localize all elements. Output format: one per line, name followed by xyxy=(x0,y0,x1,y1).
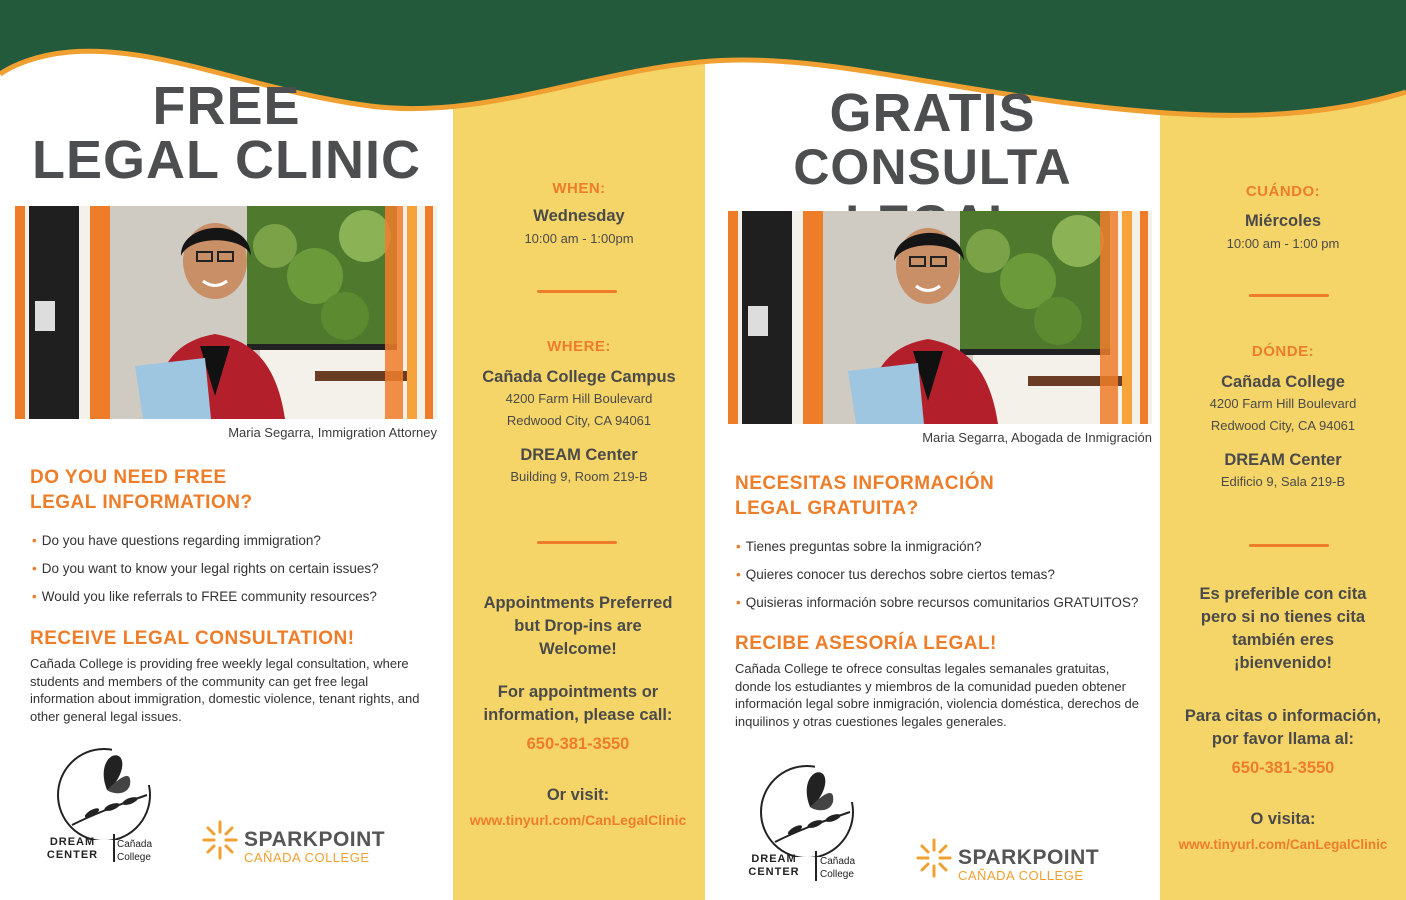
canada-line2: College xyxy=(820,869,854,880)
sparkpoint-logo xyxy=(208,828,385,865)
bullet-dot-icon: • xyxy=(32,561,37,576)
when-label: CUÁNDO: xyxy=(1245,183,1321,200)
where-label: DÓNDE: xyxy=(1251,343,1315,360)
list-item xyxy=(32,589,379,604)
dream-center-logo-text xyxy=(45,836,100,862)
english-info-column xyxy=(453,180,705,246)
section-divider xyxy=(537,290,617,293)
spanish-description: Cañada College te ofrece consultas legales semanales gratuitas, donde los estudiantes y miembros de la comunidad pueden obtener información legal sobre inmigración, violencia doméstica, derechos de inquilinos y otras cuestiones legales generales. xyxy=(735,661,1139,729)
room-text: Edificio 9, Sala 219-B xyxy=(1220,474,1346,489)
section-divider xyxy=(1249,544,1329,547)
website-link[interactable]: www.tinyurl.com/CanLegalClinic xyxy=(1178,837,1388,852)
center-text: DREAM Center xyxy=(520,446,638,464)
dream-line1: DREAM xyxy=(49,836,96,848)
address-line1: 4200 Farm Hill Boulevard xyxy=(1209,396,1357,411)
list-item xyxy=(32,561,379,576)
day-text: Miércoles xyxy=(1244,212,1322,230)
canada-line2: College xyxy=(117,852,151,863)
list-item xyxy=(32,533,379,548)
english-heading-need-info xyxy=(30,465,253,515)
call-text: For appointments or information, please call: xyxy=(483,683,673,724)
butterfly-icon xyxy=(52,745,157,840)
bullet-dot-icon: • xyxy=(32,533,37,548)
sparkpoint-logo xyxy=(922,846,1099,883)
english-description: Cañada College is providing free weekly legal consultation, where students and members of the community can get free legal information about immigration, domestic violence, tenant rights, and other general legal issues. xyxy=(30,656,420,724)
bullet-dot-icon: • xyxy=(32,589,37,604)
spanish-title-line1: GRATIS xyxy=(829,83,1036,143)
spanish-bullet-list xyxy=(736,539,1138,623)
sparkpoint-name: SPARKPOINT xyxy=(244,828,386,851)
sparkpoint-sub: CAÑADA COLLEGE xyxy=(958,868,1084,883)
section-divider xyxy=(1249,294,1329,297)
english-title-line2: LEGAL CLINIC xyxy=(32,130,421,190)
spanish-heading-need-info xyxy=(735,471,994,521)
butterfly-icon xyxy=(755,762,860,857)
visit-label: O visita: xyxy=(1250,810,1316,828)
spanish-photo-caption: Maria Segarra, Abogada de Inmigración xyxy=(922,430,1152,445)
campus-text: Cañada College xyxy=(1221,373,1345,391)
campus-text: Cañada College Campus xyxy=(482,368,676,386)
spanish-appointments-block xyxy=(1178,583,1388,856)
sparkpoint-name: SPARKPOINT xyxy=(958,846,1100,869)
list-item xyxy=(736,567,1138,582)
where-label: WHERE: xyxy=(547,338,611,355)
english-bullet-list xyxy=(32,533,379,617)
address-line2: Redwood City, CA 94061 xyxy=(506,413,652,428)
spanish-info-column xyxy=(1160,183,1406,251)
center-text: DREAM Center xyxy=(1224,451,1342,469)
when-label: WHEN: xyxy=(552,180,606,197)
english-heading-line2: LEGAL INFORMATION? xyxy=(30,492,253,513)
canada-college-logo-text xyxy=(820,855,855,881)
spanish-attorney-photo xyxy=(728,211,1152,424)
english-heading-receive: RECEIVE LEGAL CONSULTATION! xyxy=(30,628,355,649)
room-text: Building 9, Room 219-B xyxy=(510,469,648,484)
website-link[interactable]: www.tinyurl.com/CanLegalClinic xyxy=(469,812,687,828)
spanish-where-block xyxy=(1160,341,1406,493)
time-text: 10:00 am - 1:00 pm xyxy=(1226,236,1340,251)
sparkpoint-sub: CAÑADA COLLEGE xyxy=(244,850,370,865)
list-item xyxy=(736,595,1138,610)
bullet-text: Would you like referrals to FREE community resources? xyxy=(41,589,377,604)
canada-line1: Cañada xyxy=(820,856,856,867)
english-title-line1: FREE xyxy=(152,76,301,136)
spanish-heading-receive: RECIBE ASESORÍA LEGAL! xyxy=(735,633,997,654)
logo-divider xyxy=(815,851,817,881)
bullet-text: Do you want to know your legal rights on certain issues? xyxy=(41,561,379,576)
day-text: Wednesday xyxy=(533,207,625,225)
dream-line2: CENTER xyxy=(46,849,99,861)
bullet-dot-icon: • xyxy=(736,539,741,554)
bullet-dot-icon: • xyxy=(736,595,741,610)
bullet-dot-icon: • xyxy=(736,567,741,582)
bullet-text: Tienes preguntas sobre la inmigración? xyxy=(745,539,982,554)
canada-college-logo-text xyxy=(117,838,152,864)
spanish-title-line2: CONSULTA xyxy=(793,139,1072,195)
visit-label: Or visit: xyxy=(546,786,610,804)
phone-number: 650-381-3550 xyxy=(526,735,630,753)
english-appointments-block xyxy=(469,592,687,832)
time-text: 10:00 am - 1:00pm xyxy=(524,231,634,246)
list-item xyxy=(736,539,1138,554)
section-divider xyxy=(537,541,617,544)
english-where-block xyxy=(453,336,705,488)
bullet-text: Do you have questions regarding immigration? xyxy=(41,533,321,548)
english-photo-caption: Maria Segarra, Immigration Attorney xyxy=(228,425,437,440)
dream-line1: DREAM xyxy=(751,853,797,865)
phone-number: 650-381-3550 xyxy=(1231,759,1335,777)
call-text: Para citas o información, por favor llama al: xyxy=(1184,707,1382,748)
address-line1: 4200 Farm Hill Boulevard xyxy=(505,391,653,406)
dream-center-logo-text xyxy=(746,853,802,879)
english-heading-line1: DO YOU NEED FREE xyxy=(30,467,227,488)
address-line2: Redwood City, CA 94061 xyxy=(1210,418,1356,433)
bullet-text: Quisieras información sobre recursos comunitarios GRATUITOS? xyxy=(745,595,1139,610)
english-attorney-photo xyxy=(15,206,437,419)
dream-line2: CENTER xyxy=(748,866,800,878)
logo-divider xyxy=(113,834,115,862)
bullet-text: Quieres conocer tus derechos sobre ciertos temas? xyxy=(745,567,1055,582)
spanish-heading-line1: NECESITAS INFORMACIÓN xyxy=(735,473,995,494)
appointments-text: Es preferible con cita pero si no tienes cita también eres ¡bienvenido! xyxy=(1199,585,1367,672)
appointments-text: Appointments Preferred but Drop-ins are Welcome! xyxy=(483,594,673,658)
canada-line1: Cañada xyxy=(117,839,153,850)
spanish-heading-line2: LEGAL GRATUITA? xyxy=(735,498,919,519)
